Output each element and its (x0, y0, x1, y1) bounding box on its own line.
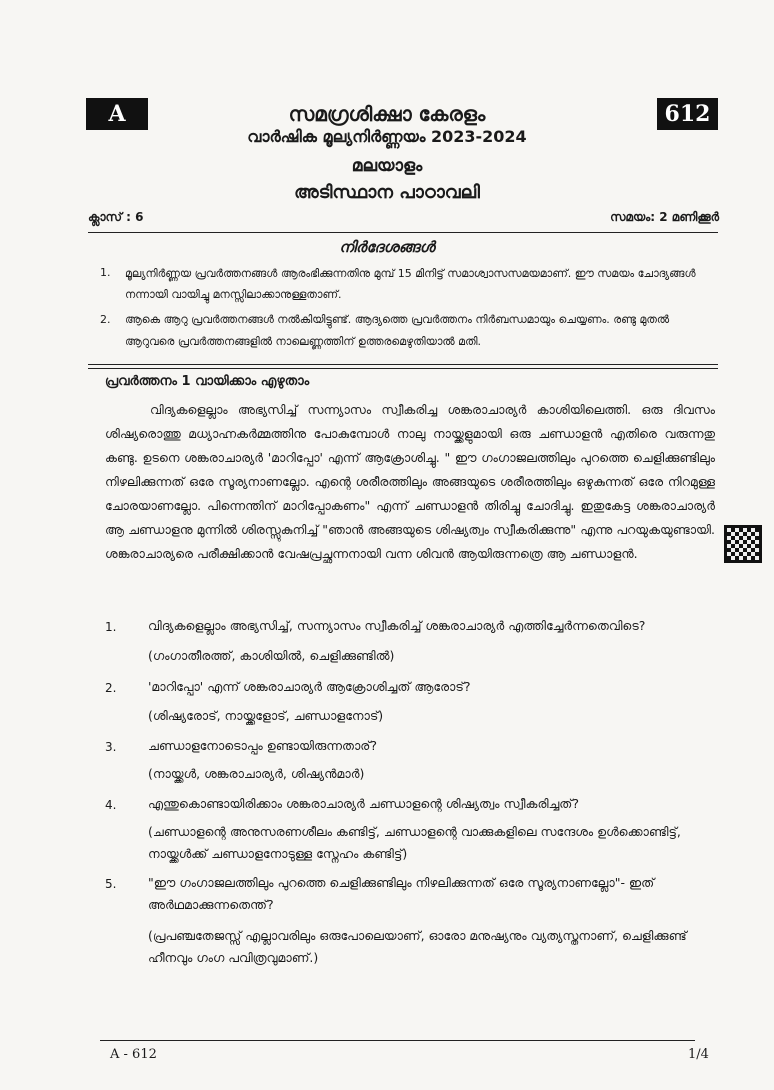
divider (88, 364, 718, 365)
question-number: 5. (105, 877, 117, 891)
activity-heading: പ്രവർത്തനം 1 വായിക്കാം എഴുതാം (105, 374, 310, 389)
question-4-options: (ചണ്ഡാളന്റെ അനുസരണശീലം കണ്ടിട്ട്, ചണ്ഡാളന്റെ വാക്കുകളിലെ സന്ദേശം ഉൾക്കൊണ്ടിട്ട്, നായ്ക്കൾക്ക് ചണ്ഡാളനോടുള്ള സ്നേഹം കണ്ടിട്ട്) (148, 824, 681, 861)
class-label: ക്ലാസ് : 6 (88, 210, 144, 224)
footer-divider (100, 1040, 695, 1041)
instruction-2: ആകെ ആറു പ്രവർത്തനങ്ങൾ നൽകിയിട്ടുണ്ട്. ആദ്യത്തെ പ്രവർത്തനം നിർബന്ധമായും ചെയ്യണം. രണ്ടു മുതൽ ആറുവരെ പ്രവർത്തനങ്ങളിൽ നാലെണ്ണത്തിന് ഉത്തരമെഴുതിയാൽ മതി. (125, 313, 670, 348)
question-3-options: (നായ്ക്കൾ, ശങ്കരാചാര്യർ, ശിഷ്യൻമാർ) (148, 766, 365, 781)
question-1: വിദ്യകളെല്ലാം അഭ്യസിച്ച്, സന്ന്യാസം സ്വീകരിച്ച് ശങ്കരാചാര്യർ എത്തിച്ചേർന്നതെവിടെ? (148, 618, 646, 633)
reading-passage: വിദ്യകളെല്ലാം അഭ്യസിച്ച് സന്ന്യാസം സ്വീകരിച്ച ശങ്കരാചാര്യർ കാശിയിലെത്തി. ഒരു ദിവസം ശിഷ്യരൊത്തു മധ്യാഹ്നകർമ്മത്തിനു പോകുമ്പോൾ നാലു നായ്ക്കളുമായി ഒരു ചണ്ഡാളൻ എതിരെ വരുന്നതു കണ്ടു. ഉടനെ ശങ്കരാചാര്യർ 'മാറിപ്പോ' എന്ന് ആക്രോശിച്ചു. " ഈ ഗംഗാജലത്തിലും പുറത്തെ ചെളിക്കുണ്ടിലും നിഴലിക്കുന്നത് ഒരേ സൂര്യനാണല്ലോ. എന്റെ ശരീരത്തിലും അങ്ങയുടെ ശരീരത്തിലും ഒഴുകുന്നത് ഒരേ നിറമുള്ള ചോരയാണല്ലോ. പിന്നെന്തിന് മാറിപ്പോകണം" എന്ന് ചണ്ഡാളൻ തിരിച്ചു ചോദിച്ചു. ഇതുകേട്ട ശങ്കരാചാര്യർ ആ ചണ്ഡാളനു മുന്നിൽ ശിരസ്സുകുനിച്ച് "ഞാൻ അങ്ങയുടെ ശിഷ്യത്വം സ്വീകരിക്കുന്നു" എന്നു പറയുകയുണ്ടായി. ശങ്കരാചാര്യരെ പരീക്ഷിക്കാൻ വേഷപ്രച്ഛന്നനായി വന്ന ശിവൻ ആയിരുന്നത്രെ ആ ചണ്ഡാളൻ. (105, 402, 715, 561)
question-5-options: (പ്രപഞ്ചതേജസ്സ് എല്ലാവരിലും ഒരുപോലെയാണ്, ഓരോ മനുഷ്യനും വ്യത്യസ്തനാണ്, ചെളിക്കുണ്ട് ഹീനവും ഗംഗ പവിത്രവുമാണ്.) (148, 928, 687, 965)
subject: മലയാളം (351, 156, 423, 176)
exam-name: വാർഷിക മൂല്യനിർണ്ണയം 2023-2024 (247, 127, 527, 146)
set-badge: A (86, 98, 148, 130)
divider (88, 232, 718, 233)
instruction-number: 1. (100, 266, 111, 279)
instruction-1: മൂല്യനിർണ്ണയ പ്രവർത്തനങ്ങൾ ആരംഭിക്കുന്നതിനു മുമ്പ് 15 മിനിട്ട് സമാശ്വാസസമയമാണ്. ഈ സമയം ചോദ്യങ്ങൾ നന്നായി വായിച്ചു മനസ്സിലാക്കാനുള്ളതാണ്. (125, 267, 696, 301)
question-2: 'മാറിപ്പോ' എന്ന് ശങ്കരാചാര്യർ ആക്രോശിച്ചത് ആരോട്? (148, 679, 471, 694)
question-number: 1. (105, 620, 117, 634)
question-3: ചണ്ഡാളനോടൊപ്പം ഉണ്ടായിരുന്നതാര്? (148, 738, 377, 753)
question-number: 3. (105, 740, 117, 754)
instruction-number: 2. (100, 313, 111, 326)
question-1-options: (ഗംഗാതീരത്ത്, കാശിയിൽ, ചെളിക്കുണ്ടിൽ) (148, 648, 395, 663)
paper-part: അടിസ്ഥാന പാഠാവലി (294, 182, 480, 203)
qr-code (724, 525, 762, 563)
time-label: സമയം: 2 മണിക്കൂർ (610, 210, 719, 224)
question-2-options: (ശിഷ്യരോട്, നായ്ക്കളോട്, ചണ്ഡാളനോട്) (148, 708, 384, 723)
instructions-heading: നിർദേശങ്ങൾ (339, 238, 435, 256)
title: സമഗ്രശിക്ഷാ കേരളം (288, 102, 486, 126)
divider (88, 368, 718, 369)
footer-code: A - 612 (110, 1047, 157, 1062)
page-number: 1/4 (688, 1047, 709, 1062)
code-badge: 612 (657, 98, 718, 130)
question-number: 4. (105, 798, 117, 812)
question-number: 2. (105, 681, 117, 695)
question-5: "ഈ ഗംഗാജലത്തിലും പുറത്തെ ചെളിക്കുണ്ടിലും നിഴലിക്കുന്നത് ഒരേ സൂര്യനാണല്ലോ"- ഇത് അർഥമാക്കുന്നതെന്ത്? (148, 875, 655, 912)
question-4: എന്തുകൊണ്ടായിരിക്കാം ശങ്കരാചാര്യർ ചണ്ഡാളന്റെ ശിഷ്യത്വം സ്വീകരിച്ചത്? (148, 796, 579, 811)
